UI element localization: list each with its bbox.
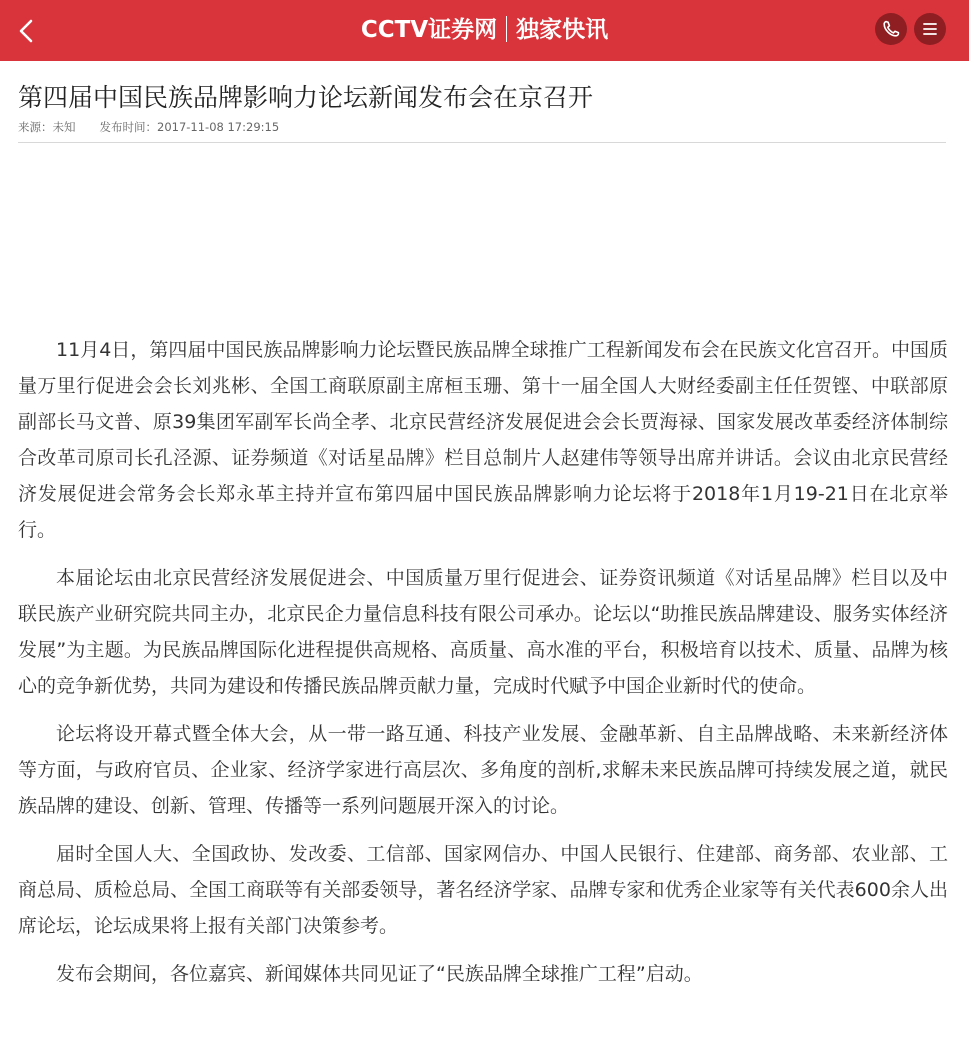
- back-button[interactable]: [8, 10, 44, 50]
- article-paragraph: 届时全国人大、全国政协、发改委、工信部、国家网信办、中国人民银行、住建部、商务部、农业部、工商总局、质检总局、全国工商联等有关部委领导，著名经济学家、品牌专家和优秀企业家等有关代表600余人出席论坛，论坛成果将上报有关部门决策参考。: [18, 843, 948, 937]
- article-paragraph: 本届论坛由北京民营经济发展促进会、中国质量万里行促进会、证券资讯频道《对话星品牌》栏目以及中联民族产业研究院共同主办，北京民企力量信息科技有限公司承办。论坛以“助推民族品牌建设、服务实体经济发展”为主题。为民族品牌国际化进程提供高规格、高质量、高水准的平台，积极培育以技术、质量、品牌为核心的竞争新优势，共同为建设和传播民族品牌贡献力量，完成时代赋予中国企业新时代的使命。: [18, 567, 948, 697]
- phone-button[interactable]: [875, 13, 907, 45]
- site-brand: [0, 0, 969, 61]
- article-body: [18, 332, 948, 1004]
- article-meta: [18, 119, 279, 135]
- hamburger-menu-icon: [914, 13, 946, 45]
- publish-time: 2017-11-08 17:29:15: [157, 120, 280, 134]
- source-label: 来源：: [18, 120, 53, 134]
- article-paragraph: 11月4日，第四届中国民族品牌影响力论坛暨民族品牌全球推广工程新闻发布会在民族文化宫召开。中国质量万里行促进会会长刘兆彬、全国工商联原副主席桓玉珊、第十一届全国人大财经委副主任任贺铿、中联部原副部长马文普、原39集团军副军长尚全孝、北京民营经济发展促进会会长贾海禄、国家发展改革委经济体制综合改革司原司长孔泾源、证券频道《对话星品牌》栏目总制片人赵建伟等领导出席并讲话。会议由北京民营经济发展促进会常务会长郑永革主持并宣布第四届中国民族品牌影响力论坛将于2018年1月19-21日在北京举行。: [18, 339, 948, 541]
- article-paragraph: 论坛将设开幕式暨全体大会，从一带一路互通、科技产业发展、金融革新、自主品牌战略、未来新经济体等方面，与政府官员、企业家、经济学家进行高层次、多角度的剖析,求解未来民族品牌可持续发展之道，就民族品牌的建设、创新、管理、传播等一系列问题展开深入的讨论。: [18, 723, 948, 817]
- source-value: 未知: [52, 120, 76, 134]
- media-placeholder: [18, 150, 946, 320]
- chevron-left-icon: [8, 10, 44, 50]
- menu-button[interactable]: [914, 13, 946, 45]
- phone-icon: [875, 13, 907, 45]
- article-title: 第四届中国民族品牌影响力论坛新闻发布会在京召开: [18, 83, 594, 112]
- title-divider: [18, 142, 946, 143]
- brand-name: CCTV证券网: [360, 17, 498, 43]
- top-bar: [0, 0, 969, 61]
- section-name: 独家快讯: [516, 17, 609, 43]
- article-paragraph: 发布会期间，各位嘉宾、新闻媒体共同见证了“民族品牌全球推广工程”启动。: [56, 963, 703, 985]
- brand-separator: [506, 16, 507, 42]
- publish-label: 发布时间：: [99, 120, 157, 134]
